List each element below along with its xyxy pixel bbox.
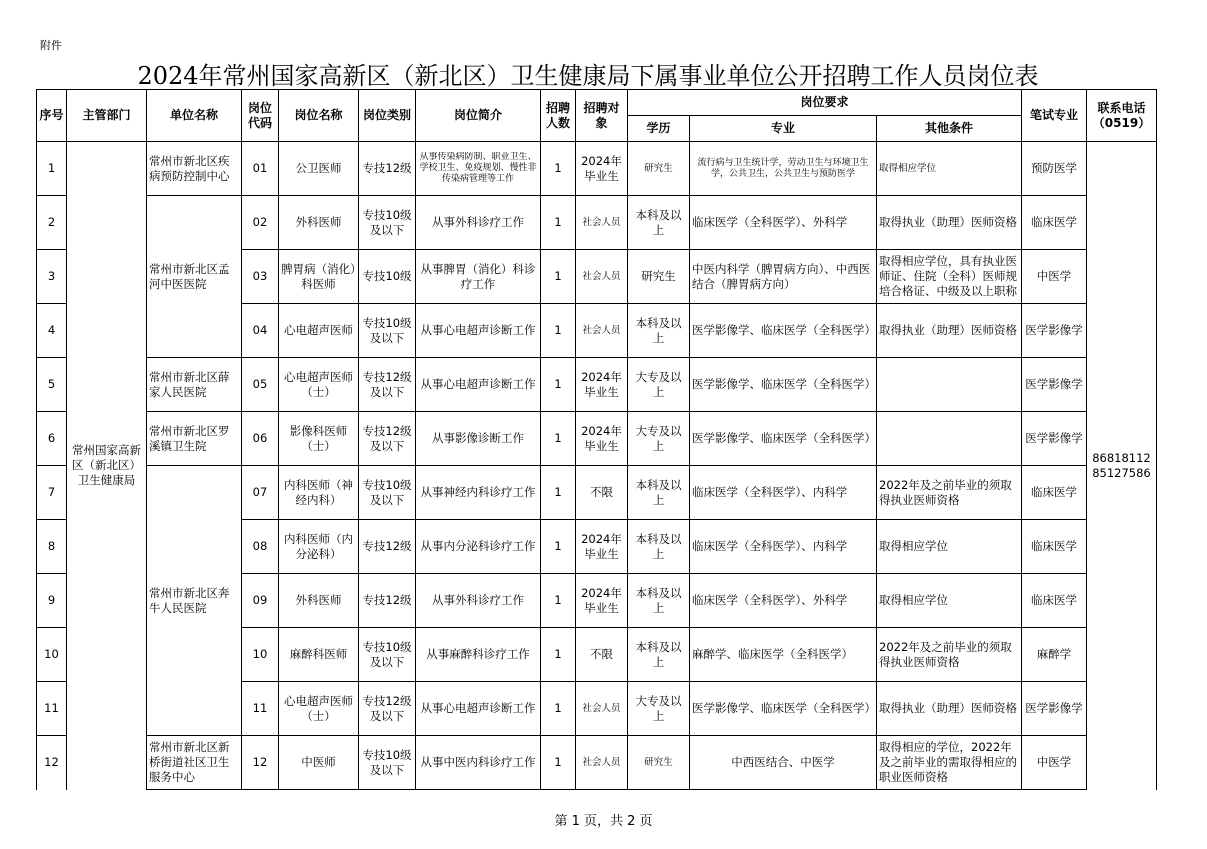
cell-target: 2024年毕业生 — [576, 574, 628, 628]
cell-category: 专技12级 — [359, 520, 416, 574]
cell-post: 心电超声医师（士） — [279, 358, 359, 412]
header-category: 岗位类别 — [359, 90, 416, 142]
cell-target: 不限 — [576, 466, 628, 520]
table-row — [37, 412, 1157, 466]
cell-category: 专技10级及以下 — [359, 736, 416, 790]
cell-intro-text: 从事传染病防制、职业卫生、学校卫生、免疫规划、慢性非传染病管理等工作 — [419, 152, 537, 184]
cell-seq: 1 — [37, 142, 67, 196]
cell-other — [877, 412, 1022, 466]
cell-post: 心电超声医师（士） — [279, 682, 359, 736]
cell-count: 1 — [541, 682, 576, 736]
cell-major: 临床医学（全科医学）、外科学 — [690, 196, 877, 250]
cell-edu: 本科及以上 — [628, 520, 690, 574]
cell-code: 01 — [242, 142, 279, 196]
cell-intro: 从事神经内科诊疗工作 — [416, 466, 541, 520]
header-exam: 笔试专业 — [1022, 90, 1087, 142]
cell-category: 专技10级 — [359, 250, 416, 304]
cell-category: 专技10级及以下 — [359, 628, 416, 682]
cell-exam: 医学影像学 — [1022, 358, 1087, 412]
cell-seq: 7 — [37, 466, 67, 520]
header-code: 岗位代码 — [242, 90, 279, 142]
cell-code: 06 — [242, 412, 279, 466]
cell-other: 2022年及之前毕业的须取得执业医师资格 — [877, 466, 1022, 520]
cell-count: 1 — [541, 304, 576, 358]
cell-target: 社会人员 — [576, 196, 628, 250]
cell-target: 社会人员 — [576, 250, 628, 304]
cell-target: 社会人员 — [576, 304, 628, 358]
cell-major: 中西医结合、中医学 — [690, 736, 877, 790]
cell-count: 1 — [541, 520, 576, 574]
cell-exam: 麻醉学 — [1022, 628, 1087, 682]
cell-edu: 研究生 — [628, 736, 690, 790]
cell-count: 1 — [541, 358, 576, 412]
cell-exam: 中医学 — [1022, 250, 1087, 304]
cell-major: 临床医学（全科医学）、内科学 — [690, 520, 877, 574]
cell-target: 社会人员 — [576, 682, 628, 736]
cell-count: 1 — [541, 574, 576, 628]
cell-target: 2024年毕业生 — [576, 412, 628, 466]
cell-seq: 10 — [37, 628, 67, 682]
cell-seq: 9 — [37, 574, 67, 628]
cell-count: 1 — [541, 142, 576, 196]
cell-seq: 5 — [37, 358, 67, 412]
cell-edu: 本科及以上 — [628, 196, 690, 250]
cell-code: 03 — [242, 250, 279, 304]
cell-edu: 研究生 — [628, 250, 690, 304]
cell-category: 专技12级及以下 — [359, 358, 416, 412]
header-phone: 联系电话（0519） — [1087, 90, 1157, 142]
cell-target: 不限 — [576, 628, 628, 682]
cell-major: 麻醉学、临床医学（全科医学） — [690, 628, 877, 682]
cell-post: 外科医师 — [279, 574, 359, 628]
cell-post: 心电超声医师 — [279, 304, 359, 358]
cell-other: 取得相应学位 — [877, 574, 1022, 628]
cell-intro: 从事影像诊断工作 — [416, 412, 541, 466]
cell-edu: 本科及以上 — [628, 628, 690, 682]
cell-other: 取得执业（助理）医师资格 — [877, 196, 1022, 250]
cell-target: 社会人员 — [576, 736, 628, 790]
cell-post: 内科医师（内分泌科） — [279, 520, 359, 574]
cell-major: 医学影像学、临床医学（全科医学） — [690, 358, 877, 412]
cell-count: 1 — [541, 736, 576, 790]
cell-code: 04 — [242, 304, 279, 358]
cell-edu: 大专及以上 — [628, 412, 690, 466]
attachment-label: 附件 — [40, 39, 62, 52]
cell-count: 1 — [541, 412, 576, 466]
cell-seq: 12 — [37, 736, 67, 790]
table-row — [37, 358, 1157, 412]
header-unit: 单位名称 — [147, 90, 242, 142]
cell-edu: 本科及以上 — [628, 304, 690, 358]
cell-unit: 常州市新北区罗溪镇卫生院 — [147, 412, 242, 466]
cell-code: 02 — [242, 196, 279, 250]
table-row — [37, 142, 1157, 196]
cell-post: 影像科医师（士） — [279, 412, 359, 466]
cell-exam: 临床医学 — [1022, 574, 1087, 628]
cell-intro: 从事麻醉科诊疗工作 — [416, 628, 541, 682]
cell-intro: 从事心电超声诊断工作 — [416, 304, 541, 358]
cell-post: 麻醉科医师 — [279, 628, 359, 682]
header-count: 招聘人数 — [541, 90, 576, 142]
recruitment-table — [36, 89, 1157, 790]
cell-exam: 临床医学 — [1022, 196, 1087, 250]
page-footer: 第 1 页，共 2 页 — [554, 814, 653, 829]
cell-other: 2022年及之前毕业的须取得执业医师资格 — [877, 628, 1022, 682]
cell-seq: 8 — [37, 520, 67, 574]
cell-edu: 大专及以上 — [628, 682, 690, 736]
cell-post: 公卫医师 — [279, 142, 359, 196]
cell-major: 医学影像学、临床医学（全科医学） — [690, 412, 877, 466]
cell-intro: 从事外科诊疗工作 — [416, 574, 541, 628]
cell-category: 专技10级及以下 — [359, 466, 416, 520]
cell-exam: 医学影像学 — [1022, 682, 1087, 736]
cell-major: 医学影像学、临床医学（全科医学） — [690, 304, 877, 358]
cell-count: 1 — [541, 196, 576, 250]
header-intro: 岗位简介 — [416, 90, 541, 142]
cell-post: 脾胃病（消化）科医师 — [279, 250, 359, 304]
cell-unit: 常州市新北区奔牛人民医院 — [147, 466, 242, 736]
cell-count: 1 — [541, 628, 576, 682]
cell-intro: 从事心电超声诊断工作 — [416, 358, 541, 412]
cell-other: 取得相应学位 — [877, 520, 1022, 574]
cell-other — [877, 358, 1022, 412]
cell-code: 09 — [242, 574, 279, 628]
page-title: 2024年常州国家高新区（新北区）卫生健康局下属事业单位公开招聘工作人员岗位表 — [137, 62, 1039, 90]
cell-category: 专技10级及以下 — [359, 304, 416, 358]
cell-post: 中医师 — [279, 736, 359, 790]
header-edu: 学历 — [628, 116, 690, 142]
cell-count: 1 — [541, 466, 576, 520]
cell-intro: 从事心电超声诊断工作 — [416, 682, 541, 736]
cell-unit: 常州市新北区疾病预防控制中心 — [147, 142, 242, 196]
table-row — [37, 196, 1157, 250]
header-target: 招聘对象 — [576, 90, 628, 142]
cell-target: 2024年毕业生 — [576, 520, 628, 574]
cell-code: 12 — [242, 736, 279, 790]
cell-code: 05 — [242, 358, 279, 412]
cell-phone: 86818112 85127586 — [1087, 142, 1157, 790]
header-seq: 序号 — [37, 90, 67, 142]
cell-major: 临床医学（全科医学）、外科学 — [690, 574, 877, 628]
table-row — [37, 736, 1157, 790]
header-post: 岗位名称 — [279, 90, 359, 142]
cell-exam: 中医学 — [1022, 736, 1087, 790]
cell-category: 专技10级及以下 — [359, 196, 416, 250]
cell-category: 专技12级及以下 — [359, 682, 416, 736]
table-row — [37, 466, 1157, 520]
cell-exam: 医学影像学 — [1022, 412, 1087, 466]
cell-intro: 从事外科诊疗工作 — [416, 196, 541, 250]
cell-exam: 临床医学 — [1022, 466, 1087, 520]
cell-code: 08 — [242, 520, 279, 574]
cell-exam: 预防医学 — [1022, 142, 1087, 196]
cell-code: 10 — [242, 628, 279, 682]
cell-major: 中医内科学（脾胃病方向）、中西医结合（脾胃病方向） — [690, 250, 877, 304]
cell-seq: 6 — [37, 412, 67, 466]
header-dept: 主管部门 — [67, 90, 147, 142]
cell-target: 2024年毕业生 — [576, 358, 628, 412]
cell-major: 医学影像学、临床医学（全科医学） — [690, 682, 877, 736]
cell-unit: 常州市新北区新桥街道社区卫生服务中心 — [147, 736, 242, 790]
cell-exam: 医学影像学 — [1022, 304, 1087, 358]
cell-seq: 3 — [37, 250, 67, 304]
cell-count: 1 — [541, 250, 576, 304]
cell-intro — [416, 142, 541, 196]
cell-unit: 常州市新北区薛家人民医院 — [147, 358, 242, 412]
cell-intro: 从事内分泌科诊疗工作 — [416, 520, 541, 574]
cell-unit: 常州市新北区孟河中医医院 — [147, 196, 242, 358]
cell-seq: 4 — [37, 304, 67, 358]
cell-intro: 从事中医内科诊疗工作 — [416, 736, 541, 790]
cell-seq: 2 — [37, 196, 67, 250]
cell-post: 内科医师（神经内科） — [279, 466, 359, 520]
cell-category: 专技12级及以下 — [359, 412, 416, 466]
cell-code: 07 — [242, 466, 279, 520]
cell-other: 取得执业（助理）医师资格 — [877, 682, 1022, 736]
cell-major: 临床医学（全科医学）、内科学 — [690, 466, 877, 520]
cell-other: 取得执业（助理）医师资格 — [877, 304, 1022, 358]
cell-edu: 研究生 — [628, 142, 690, 196]
cell-target: 2024年毕业生 — [576, 142, 628, 196]
cell-category: 专技12级 — [359, 142, 416, 196]
cell-other: 取得相应的学位，2022年及之前毕业的需取得相应的职业医师资格 — [877, 736, 1022, 790]
cell-category: 专技12级 — [359, 574, 416, 628]
header-requirements: 岗位要求 — [628, 90, 1022, 116]
cell-other-text: 取得相应学位，具有执业医师证、住院（全科）医师规培合格证、中级及以上职称 — [879, 254, 1017, 298]
cell-edu: 本科及以上 — [628, 466, 690, 520]
header-major: 专业 — [690, 116, 877, 142]
cell-other: 取得相应学位 — [877, 142, 1022, 196]
cell-exam: 临床医学 — [1022, 520, 1087, 574]
cell-post: 外科医师 — [279, 196, 359, 250]
cell-major: 流行病与卫生统计学，劳动卫生与环境卫生学，公共卫生，公共卫生与预防医学 — [690, 142, 877, 196]
header-other: 其他条件 — [877, 116, 1022, 142]
cell-seq: 11 — [37, 682, 67, 736]
cell-other — [877, 250, 1022, 304]
cell-code: 11 — [242, 682, 279, 736]
cell-intro: 从事脾胃（消化）科诊疗工作 — [416, 250, 541, 304]
cell-edu: 大专及以上 — [628, 358, 690, 412]
cell-edu: 本科及以上 — [628, 574, 690, 628]
cell-dept: 常州国家高新区（新北区）卫生健康局 — [67, 142, 147, 790]
